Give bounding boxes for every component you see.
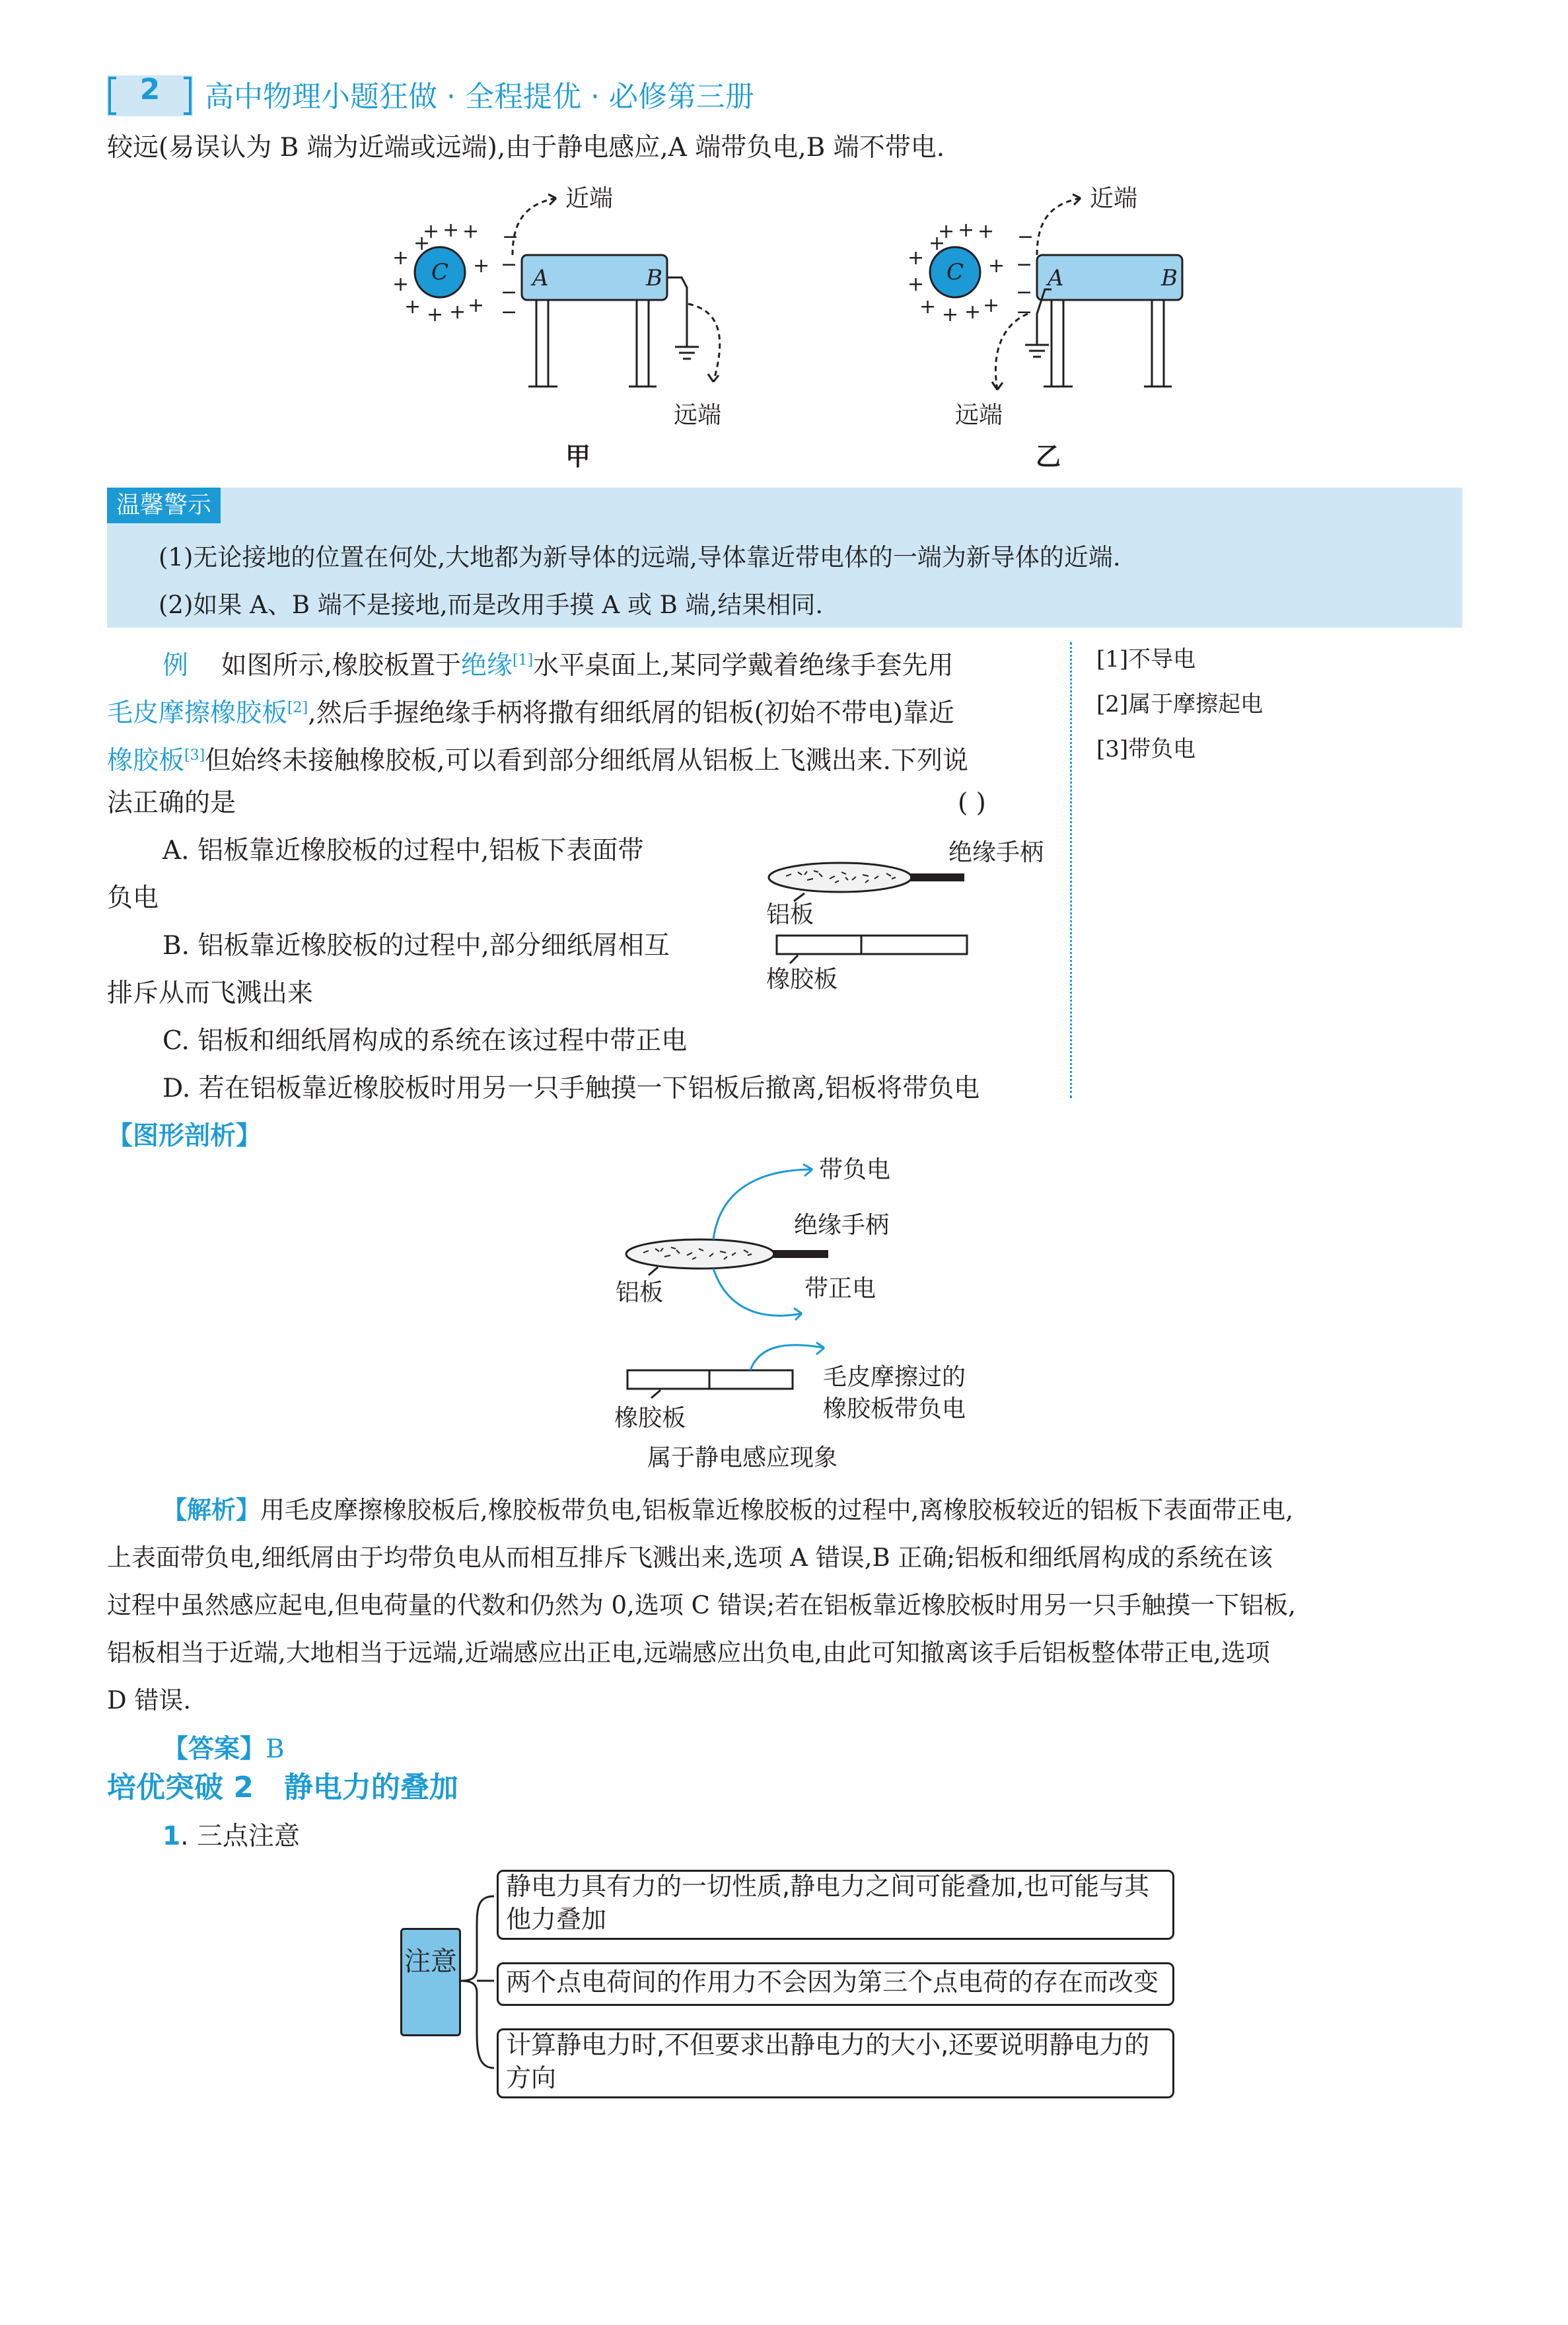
tip-line-2: (2)如果 A、B 端不是接地,而是改用手摸 A 或 B 端,结果相同. <box>159 591 824 619</box>
svg-text:+: + <box>958 219 975 242</box>
minus-charges <box>1016 225 1034 324</box>
stand-legs <box>528 300 657 387</box>
option-b-line-1: B. 铝板靠近橡胶板的过程中,部分细纸屑相互 <box>162 931 670 961</box>
section-title: 培优突破 2 静电力的叠加 <box>107 1771 458 1804</box>
near-label: 近端 <box>1090 185 1138 212</box>
explanation-line-5: D 错误. <box>107 1686 192 1715</box>
end-a-label: A <box>1048 265 1064 291</box>
example-text: 如图所示,橡胶板置于 <box>221 651 462 681</box>
term-link-1[interactable]: 绝缘 <box>461 651 513 681</box>
mindmap-root-label: 注意 <box>404 1946 457 1977</box>
example-line-1 <box>162 637 954 690</box>
example-line-3 <box>107 732 968 785</box>
ground-icon <box>675 347 699 359</box>
end-b-label: B <box>646 265 662 291</box>
example-text: ,然后手握绝缘手柄将撒有细纸屑的铝板(初始不带电)靠近 <box>308 698 955 728</box>
end-a-label: A <box>532 265 549 291</box>
svg-text:+: + <box>427 303 444 326</box>
analysis-figure <box>594 1150 1017 1460</box>
sphere-label: C <box>946 259 964 285</box>
ground-icon <box>1025 345 1049 357</box>
svg-text:+: + <box>908 246 925 270</box>
mindmap-item-1-text: 静电力具有力的一切性质,静电力之间可能叠加,也可能与其他力叠加 <box>506 1872 1150 1934</box>
far-label: 远端 <box>955 402 1003 429</box>
rub-label-1: 毛皮摩擦过的 <box>823 1364 966 1391</box>
answer-value: B <box>266 1734 285 1764</box>
plate-label: 铝板 <box>766 901 814 928</box>
example-text: 水平桌面上,某同学戴着绝缘手套先用 <box>533 651 954 681</box>
explanation-line-3: 过程中虽然感应起电,但电荷量的代数和仍然为 0,选项 C 错误;若在铝板靠近橡胶板时用另一只手触摸一下铝板, <box>107 1591 1296 1619</box>
book-title: 高中物理小题狂做 · 全程提优 · 必修第三册 <box>205 80 754 114</box>
subsection-number: 1 <box>162 1822 181 1851</box>
sphere-label: C <box>431 259 449 285</box>
svg-text:+: + <box>978 220 995 243</box>
tip-line-1: (1)无论接地的位置在何处,大地都为新导体的远端,导体靠近带电体的一端为新导体的近端. <box>159 543 1121 572</box>
side-note-1: [1]不导电 <box>1096 646 1196 673</box>
svg-text:+: + <box>908 273 925 296</box>
example-line-2 <box>107 684 954 737</box>
option-a-line-2: 负电 <box>107 883 159 913</box>
answer-paren: ( ) <box>958 788 986 818</box>
svg-text:+: + <box>919 295 937 318</box>
svg-text:+: + <box>468 294 485 317</box>
footnote-ref-1: [1] <box>513 652 534 669</box>
svg-text:+: + <box>473 254 490 277</box>
plate-label: 铝板 <box>616 1279 664 1306</box>
footnote-ref-3: [3] <box>184 747 205 764</box>
svg-text:+: + <box>929 232 946 255</box>
svg-text:+: + <box>942 303 959 326</box>
svg-text:+: + <box>938 220 955 243</box>
subsection-title: 1. 三点注意 <box>162 1822 300 1851</box>
svg-text:+: + <box>413 232 431 255</box>
far-label: 远端 <box>674 402 722 429</box>
example-label: 例 <box>162 651 189 681</box>
intro-text: 较远(易误认为 B 端为近端或远端),由于静电感应,A 端带负电,B 端不带电. <box>107 133 945 163</box>
explanation-line-2: 上表面带负电,细纸屑由于均带负电从而相互排斥飞溅出来,选项 A 错误,B 正确;铝板和细纸屑构成的系统在该 <box>107 1543 1273 1572</box>
far-arrow <box>995 314 1028 390</box>
svg-text:−: − <box>1017 225 1034 248</box>
term-link-2[interactable]: 毛皮摩擦橡胶板 <box>107 698 288 728</box>
pos-label: 带正电 <box>804 1275 876 1302</box>
figure-jia <box>383 172 727 449</box>
handle-label: 绝缘手柄 <box>948 839 1044 866</box>
aluminum-plate <box>626 1239 774 1269</box>
rubber-plate <box>777 936 967 954</box>
handle-label: 绝缘手柄 <box>794 1212 890 1239</box>
tip-heading: 温馨警示 <box>107 488 221 523</box>
end-b-label: B <box>1161 265 1178 291</box>
svg-text:+: + <box>404 295 421 318</box>
caption-yi: 乙 <box>1036 442 1061 471</box>
ground-wire <box>667 277 687 347</box>
example-line-4: 法正确的是 <box>107 788 236 818</box>
minus-charges <box>501 225 518 324</box>
near-label: 近端 <box>565 185 614 212</box>
option-d: D. 若在铝板靠近橡胶板时用另一只手触摸一下铝板后撤离,铝板将带负电 <box>162 1074 980 1103</box>
svg-text:+: + <box>392 246 410 270</box>
svg-text:+: + <box>462 220 480 243</box>
pos-arrow <box>713 1269 802 1315</box>
rubber-label: 橡胶板 <box>766 966 838 993</box>
svg-text:−: − <box>1016 281 1033 304</box>
analysis-figure-heading: 【图形剖析】 <box>107 1121 262 1151</box>
stand-legs <box>1044 300 1172 387</box>
caption-jia: 甲 <box>565 442 591 471</box>
explanation-line-1 <box>162 1487 1293 1534</box>
mindmap-brace <box>457 1870 501 2094</box>
svg-text:−: − <box>501 281 518 304</box>
explanation-text: 用毛皮摩擦橡胶板后,橡胶板带负电,铝板靠近橡胶板的过程中,离橡胶板较近的铝板下表面带正电, <box>260 1496 1294 1524</box>
analysis-figure-caption: 属于静电感应现象 <box>647 1444 838 1471</box>
rub-label-2: 橡胶板带负电 <box>823 1395 966 1422</box>
subsection-text: 三点注意 <box>196 1822 300 1851</box>
explanation-line-4: 铝板相当于近端,大地相当于远端,近端感应出正电,远端感应出负电,由此可知撤离该手后铝板整体带正电,选项 <box>107 1639 1270 1667</box>
svg-text:+: + <box>449 301 466 324</box>
option-b-line-2: 排斥从而飞溅出来 <box>107 978 314 1008</box>
aluminum-plate <box>769 863 911 892</box>
answer-heading: 【答案】 <box>162 1734 266 1764</box>
svg-text:+: + <box>443 219 460 242</box>
page-number: 2 <box>139 73 160 106</box>
mindmap-item-3-text: 计算静电力时,不但要求出静电力的大小,还要说明静电力的方向 <box>506 2030 1150 2092</box>
near-arrow <box>1037 198 1081 255</box>
svg-text:−: − <box>501 253 518 276</box>
footnote-ref-2: [2] <box>287 700 308 716</box>
side-note-3: [3]带负电 <box>1096 736 1196 762</box>
side-note-2: [2]属于摩擦起电 <box>1096 691 1264 718</box>
side-note-divider <box>1070 642 1072 1098</box>
explanation-heading: 【解析】 <box>162 1496 260 1524</box>
figure-yi <box>898 172 1242 449</box>
example-text: 但始终未接触橡胶板,可以看到部分细纸屑从铝板上飞溅出来.下列说 <box>205 746 968 776</box>
term-link-3[interactable]: 橡胶板 <box>107 746 185 776</box>
neg-label: 带负电 <box>819 1156 891 1183</box>
svg-text:+: + <box>392 273 410 296</box>
svg-text:−: − <box>1016 253 1033 276</box>
svg-text:+: + <box>988 254 1005 277</box>
svg-text:−: − <box>502 225 519 248</box>
near-arrow <box>513 198 556 255</box>
option-c: C. 铝板和细纸屑构成的系统在该过程中带正电 <box>162 1026 688 1056</box>
svg-text:−: − <box>501 301 518 324</box>
mindmap-item-2-text: 两个点电荷间的作用力不会因为第三个点电荷的存在而改变 <box>506 1968 1159 1997</box>
far-arrow <box>688 304 720 382</box>
rub-arrow <box>750 1345 824 1370</box>
svg-text:+: + <box>964 301 981 324</box>
option-a-line-1: A. 铝板靠近橡胶板的过程中,铝板下表面带 <box>162 836 644 866</box>
rubber-label: 橡胶板 <box>614 1405 686 1432</box>
example-figure <box>766 832 1057 998</box>
svg-text:+: + <box>983 294 1000 317</box>
svg-text:+: + <box>423 220 440 243</box>
svg-text:−: − <box>1016 301 1033 324</box>
